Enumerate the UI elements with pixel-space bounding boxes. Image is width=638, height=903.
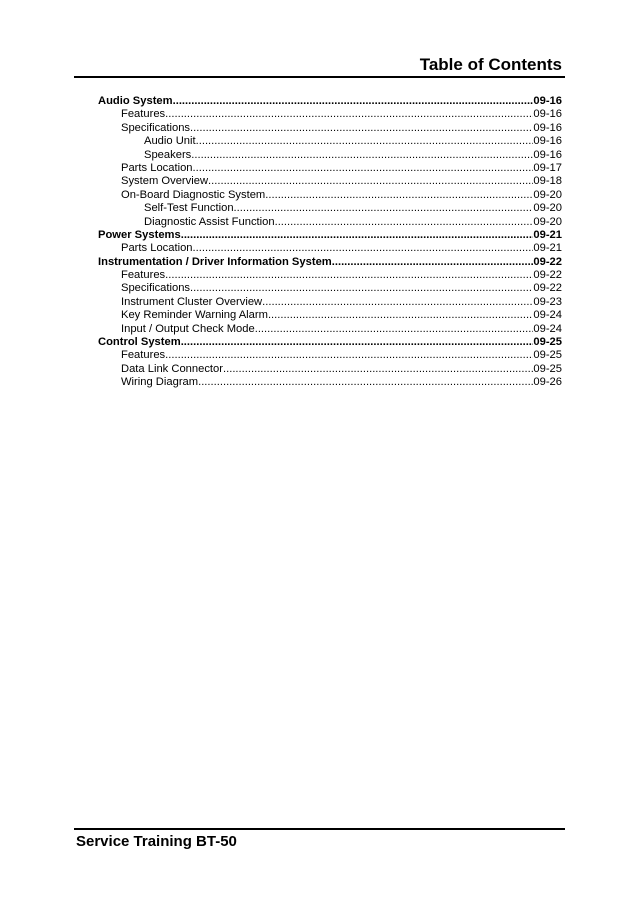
footer-divider — [74, 828, 565, 830]
toc-page-number: 09-16 — [533, 121, 562, 134]
toc-subentry[interactable] — [98, 323, 562, 336]
toc-entry-label: Features — [121, 108, 166, 121]
toc-subentry[interactable] — [98, 149, 562, 162]
toc-entry-label: Parts Location — [121, 242, 193, 255]
toc-section-entry[interactable] — [98, 256, 562, 269]
toc-page-number: 09-20 — [533, 215, 562, 228]
toc-page-number: 09-20 — [533, 188, 562, 201]
toc-entry-label: Parts Location — [121, 161, 193, 174]
toc-dot-leader — [165, 108, 533, 121]
toc-subentry[interactable] — [98, 162, 562, 175]
toc-entry-label: Specifications — [121, 282, 191, 295]
toc-dot-leader — [262, 296, 533, 309]
toc-dot-leader — [165, 269, 533, 282]
toc-page-number: 09-16 — [533, 148, 562, 161]
toc-dot-leader — [173, 95, 534, 108]
toc-subentry[interactable] — [98, 175, 562, 188]
footer-title: Service Training BT-50 — [76, 833, 237, 850]
toc-subentry[interactable] — [98, 122, 562, 135]
toc-entry-label: Control System — [98, 336, 181, 349]
toc-dot-leader — [193, 242, 534, 255]
toc-dot-leader — [208, 175, 533, 188]
toc-dot-leader — [181, 229, 534, 242]
toc-entry-label: Power Systems — [98, 228, 181, 241]
toc-entry-label: Features — [121, 269, 166, 282]
toc-subentry[interactable] — [98, 309, 562, 322]
toc-entry-label: Features — [121, 349, 166, 362]
toc-entry-label: Audio System — [98, 95, 173, 107]
toc-entry-label: Specifications — [121, 121, 191, 134]
toc-section-entry[interactable] — [98, 95, 562, 108]
toc-dot-leader — [190, 122, 533, 135]
toc-entry-label: Wiring Diagram — [121, 376, 199, 389]
toc-entry-label: Input / Output Check Mode — [121, 322, 255, 335]
toc-dot-leader — [165, 349, 533, 362]
toc-subentry[interactable] — [98, 108, 562, 121]
toc-page-number: 09-24 — [533, 322, 562, 335]
toc-page-number: 09-20 — [533, 202, 562, 215]
toc-page-number: 09-16 — [533, 135, 562, 148]
toc-dot-leader — [275, 216, 534, 229]
toc-subentry[interactable] — [98, 376, 562, 389]
toc-subentry[interactable] — [98, 349, 562, 362]
toc-entry-label: On-Board Diagnostic System — [121, 188, 266, 201]
toc-subentry[interactable] — [98, 202, 562, 215]
toc-dot-leader — [198, 376, 533, 389]
toc-entry-label: System Overview — [121, 175, 209, 188]
toc-dot-leader — [190, 282, 533, 295]
toc-page-number: 09-22 — [533, 269, 562, 282]
toc-subentry[interactable] — [98, 296, 562, 309]
toc-page-number: 09-21 — [533, 242, 562, 255]
toc-entry-label: Diagnostic Assist Function — [144, 215, 275, 228]
toc-page-number: 09-22 — [533, 255, 562, 268]
toc-dot-leader — [268, 309, 533, 322]
toc-page-number: 09-22 — [533, 282, 562, 295]
toc-section-entry[interactable] — [98, 229, 562, 242]
toc-entry-label: Key Reminder Warning Alarm — [121, 309, 268, 322]
toc-entry-label: Speakers — [144, 148, 192, 161]
toc-dot-leader — [255, 323, 534, 336]
toc-page-number: 09-24 — [533, 309, 562, 322]
toc-page-number: 09-26 — [533, 376, 562, 389]
toc-subentry[interactable] — [98, 189, 562, 202]
toc-page-number: 09-23 — [533, 295, 562, 308]
toc-subentry[interactable] — [98, 216, 562, 229]
toc-entry-label: Audio Unit — [144, 135, 196, 148]
toc-subentry[interactable] — [98, 363, 562, 376]
toc-page-number: 09-25 — [533, 336, 562, 349]
page-title: Table of Contents — [419, 55, 562, 74]
toc-subentry[interactable] — [98, 242, 562, 255]
toc-page-number: 09-21 — [533, 228, 562, 241]
toc-entry-label: Instrumentation / Driver Information System — [98, 255, 332, 268]
toc-dot-leader — [223, 363, 533, 376]
toc-dot-leader — [191, 149, 533, 162]
toc-subentry[interactable] — [98, 269, 562, 282]
toc-page-number: 09-16 — [533, 95, 562, 107]
toc-subentry[interactable] — [98, 135, 562, 148]
toc-dot-leader — [196, 135, 534, 148]
toc-page-number: 09-16 — [533, 108, 562, 121]
toc-page-number: 09-25 — [533, 349, 562, 362]
toc-entry-label: Instrument Cluster Overview — [121, 295, 263, 308]
toc-subentry[interactable] — [98, 282, 562, 295]
toc-section-entry[interactable] — [98, 336, 562, 349]
toc-dot-leader — [193, 162, 534, 175]
header-divider — [74, 76, 565, 78]
toc-dot-leader — [265, 189, 533, 202]
toc-entry-label: Data Link Connector — [121, 362, 223, 375]
toc-page-number: 09-25 — [533, 362, 562, 375]
toc-page-number: 09-18 — [533, 175, 562, 188]
toc-dot-leader — [181, 336, 534, 349]
toc-page-number: 09-17 — [533, 161, 562, 174]
table-of-contents — [98, 95, 562, 390]
toc-dot-leader — [234, 202, 534, 215]
toc-dot-leader — [332, 256, 534, 269]
toc-entry-label: Self-Test Function — [144, 202, 234, 215]
